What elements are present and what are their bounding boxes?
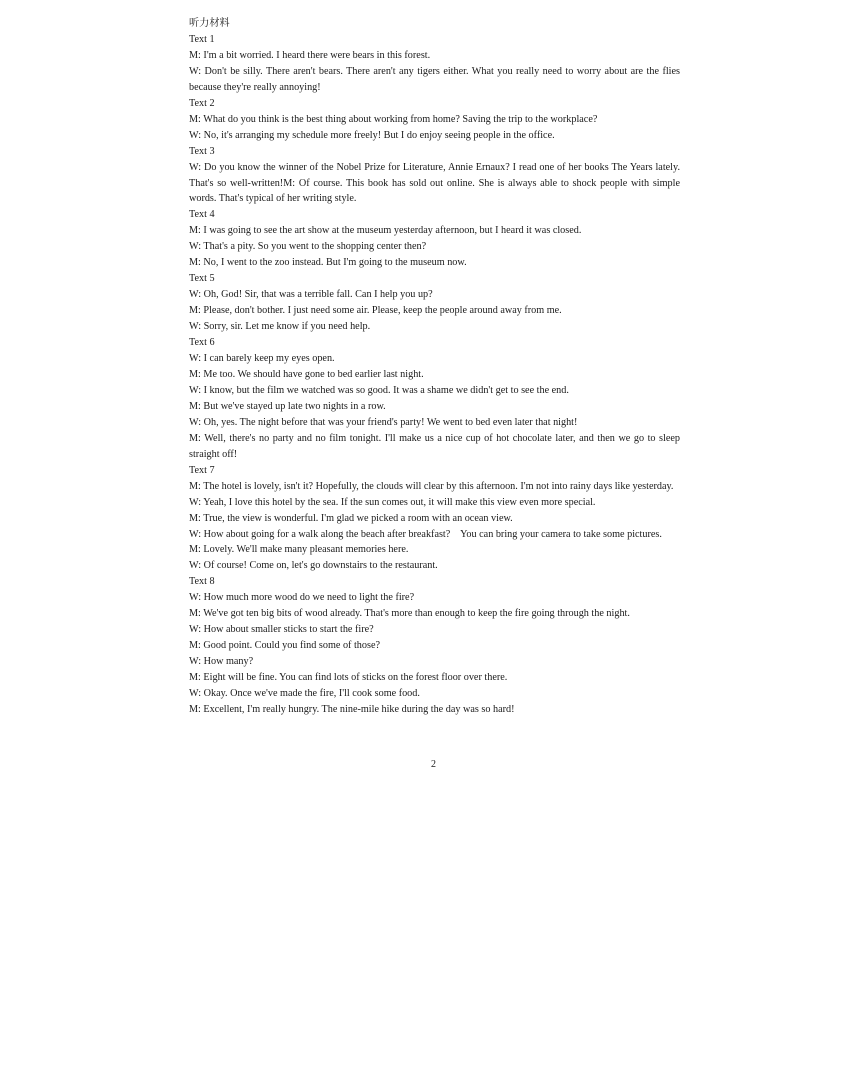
dialogue-line: W: How about smaller sticks to start the fire?: [189, 624, 374, 636]
dialogue-line: M: Me too. We should have gone to bed earlier last night.: [189, 368, 424, 380]
dialogue-line: M: We've got ten big bits of wood already. That's more than enough to keep the fire going through the night.: [189, 608, 630, 620]
dialogue-line: M: Good point. Could you find some of those?: [189, 640, 381, 652]
dialogue-line: M: I was going to see the art show at the museum yesterday afternoon, but I heard it was closed.: [189, 225, 582, 237]
dialogue-line: W: How much more wood do we need to light the fire?: [189, 592, 415, 604]
dialogue-line: W: Don't be silly. There aren't bears. There aren't any tigers either. What you really need to worry about are the flies because they're really annoying!: [189, 65, 680, 93]
text-heading: Text 5: [189, 273, 215, 285]
dialogue-line: M: True, the view is wonderful. I'm glad we picked a room with an ocean view.: [189, 512, 513, 524]
text-heading: Text 7: [189, 464, 215, 476]
dialogue-line: M: No, I went to the zoo instead. But I'm going to the museum now.: [189, 257, 467, 269]
text-heading: Text 6: [189, 337, 215, 349]
dialogue-line: W: Sorry, sir. Let me know if you need help.: [189, 321, 371, 333]
dialogue-line: M: What do you think is the best thing about working from home? Saving the trip to the workplace?: [189, 113, 598, 125]
text-heading: Text 2: [189, 97, 215, 109]
dialogue-line: W: Oh, yes. The night before that was your friend's party! We went to bed even later that night!: [189, 416, 578, 428]
page-number: 2: [431, 759, 436, 770]
section-title: 听力材料: [189, 18, 230, 29]
dialogue-line: M: I'm a bit worried. I heard there were bears in this forest.: [189, 49, 431, 61]
text-heading: Text 3: [189, 145, 215, 157]
dialogue-line: W: Yeah, I love this hotel by the sea. If the sun comes out, it will make this view even more special.: [189, 496, 596, 508]
dialogue-line: W: Do you know the winner of the Nobel Prize for Literature, Annie Ernaux? I read one of her books The Years lately. That's so well-written!M: Of course. This book has sold out online. She is always able to shock people with simple words. That's typical of her writing style.: [189, 161, 680, 205]
dialogue-line: M: Eight will be fine. You can find lots of sticks on the forest floor over there.: [189, 672, 508, 684]
text-heading: Text 8: [189, 576, 215, 588]
text-heading: Text 4: [189, 209, 215, 221]
dialogue-line: W: Of course! Come on, let's go downstairs to the restaurant.: [189, 560, 438, 572]
dialogue-line: M: But we've stayed up late two nights in a row.: [189, 400, 386, 412]
text-heading: Text 1: [189, 33, 215, 45]
dialogue-line: M: The hotel is lovely, isn't it? Hopefully, the clouds will clear by this afternoon. I'm not into rainy days like yesterday.: [189, 480, 674, 492]
dialogue-line: M: Excellent, I'm really hungry. The nine-mile hike during the day was so hard!: [189, 703, 515, 715]
dialogue-line: M: Please, don't bother. I just need some air. Please, keep the people around away from me.: [189, 305, 562, 317]
dialogue-line: W: I can barely keep my eyes open.: [189, 353, 335, 365]
dialogue-line: W: How many?: [189, 656, 254, 668]
dialogue-line: W: How about going for a walk along the beach after breakfast? You can bring your camera to take some pictures.: [189, 528, 662, 540]
dialogue-line: M: Well, there's no party and no film tonight. I'll make us a nice cup of hot chocolate later, and then we go to sleep straight off!: [189, 432, 680, 460]
dialogue-line: W: Oh, God! Sir, that was a terrible fall. Can I help you up?: [189, 289, 433, 301]
dialogue-line: W: No, it's arranging my schedule more freely! But I do enjoy seeing people in the office.: [189, 129, 555, 141]
dialogue-line: M: Lovely. We'll make many pleasant memories here.: [189, 544, 409, 556]
dialogue-line: W: Okay. Once we've made the fire, I'll cook some food.: [189, 688, 420, 700]
document-body: [189, 16, 680, 718]
dialogue-line: W: That's a pity. So you went to the shopping center then?: [189, 241, 427, 253]
dialogue-line: W: I know, but the film we watched was so good. It was a shame we didn't get to see the end.: [189, 384, 569, 396]
